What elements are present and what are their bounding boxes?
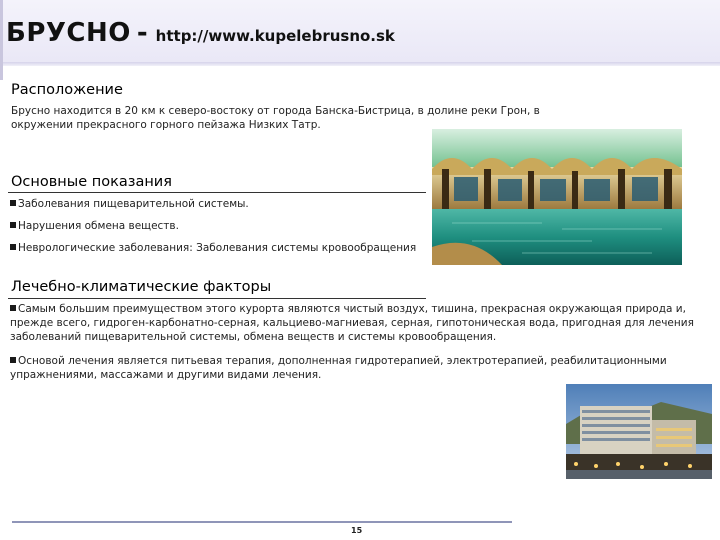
indication-item [10,197,249,211]
bullet-square-icon [10,222,16,228]
section-rule-factors [8,298,426,299]
factors-p1-line-1 [10,302,694,316]
factors-p2-line-1 [10,354,667,368]
page-title [6,18,395,48]
pool-photo [432,129,682,265]
indication-item [10,219,179,233]
factors-paragraph-1 [10,302,694,344]
heading-indications: Основные показания [11,174,172,190]
factors-paragraph-2 [10,354,667,382]
title-name: БРУСНО [6,18,131,48]
bullet-square-icon [10,357,16,363]
bullet-square-icon [10,305,16,311]
factors-p2-line-2: упражнениями, массажами и другими видами лечения. [10,369,322,381]
indication-item-text: Заболевания пищеварительной системы. [18,198,249,210]
factors-p1-line-1-text: Самым большим преимуществом этого курорта являются чистый воздух, тишина, прекрасная окружающая природа и, [18,303,686,315]
location-text-line-1: Брусно находится в 20 км к северо-востоку от города Банска-Бистрица, в долине реки Грон, в [11,105,540,117]
bullet-square-icon [10,200,16,206]
indication-item-text: Нарушения обмена веществ. [18,220,179,232]
heading-factors: Лечебно-климатические факторы [11,279,272,295]
title-dash: - [136,18,148,48]
section-rule-indications [8,192,426,193]
website-link[interactable]: http://www.kupelebrusno.sk [155,27,395,45]
factors-p1-line-3: заболеваний пищеварительной системы, обмена веществ и системы кровообращения. [10,331,497,343]
header-left-edge [0,0,3,80]
page-number: 15 [351,526,363,535]
bullet-square-icon [10,244,16,250]
factors-p1-line-2: прежде всего, гидроген-карбонатно-серная, кальциево-магниевая, серная, гипотоническая вода, пригодная для лечения [10,317,694,329]
hotel-photo [566,384,712,479]
factors-p2-line-1-text: Основой лечения является питьевая терапия, дополненная гидротерапией, электротерапией, реабилитационными [18,355,667,367]
footer-line [12,521,512,523]
heading-location: Расположение [11,82,123,98]
indication-item [10,241,416,255]
indication-item-text: Неврологические заболевания: Заболевания системы кровообращения [18,242,417,254]
location-text-line-2: окружении прекрасного горного пейзажа Низких Татр. [11,119,321,131]
